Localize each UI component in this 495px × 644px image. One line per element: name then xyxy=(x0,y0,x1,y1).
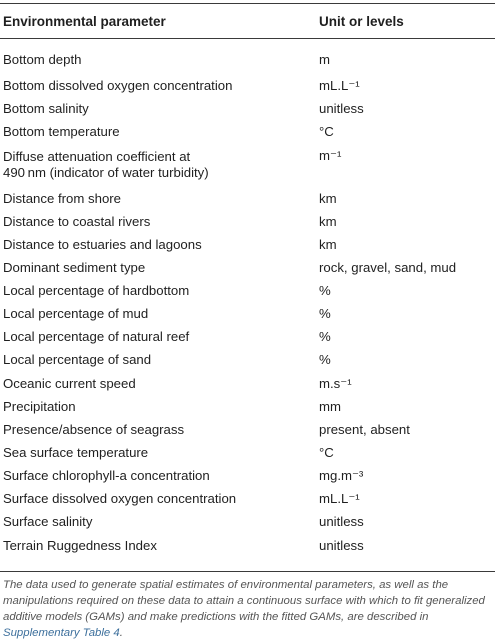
parameter-cell: Sea surface temperature xyxy=(3,444,149,460)
parameter-cell: Distance to estuaries and lagoons xyxy=(3,237,202,253)
unit-cell: °C xyxy=(319,123,334,139)
unit-cell: km xyxy=(319,213,337,229)
parameter-cell: Bottom dissolved oxygen concentration xyxy=(3,77,233,93)
parameter-cell: Bottom depth xyxy=(3,51,82,67)
table-row xyxy=(0,257,495,280)
table-row xyxy=(0,233,495,256)
parameter-line-2: 490 nm (indicator of water turbidity) xyxy=(3,165,209,181)
unit-cell: mL.L⁻¹ xyxy=(319,77,360,93)
table-row xyxy=(0,534,495,558)
table-row xyxy=(0,464,495,487)
parameter-cell: Local percentage of sand xyxy=(3,352,152,368)
table-row xyxy=(0,326,495,349)
parameter-cell: Surface chlorophyll-a concentration xyxy=(3,467,210,483)
table-row xyxy=(0,210,495,233)
unit-cell: % xyxy=(319,329,331,345)
table-row xyxy=(0,349,495,372)
unit-cell: °C xyxy=(319,444,334,460)
unit-cell: m⁻¹ xyxy=(319,148,342,164)
parameter-cell: Precipitation xyxy=(3,398,76,414)
unit-cell: unitless xyxy=(319,514,364,530)
table-row xyxy=(0,372,495,395)
parameter-cell: Terrain Ruggedness Index xyxy=(3,537,157,553)
parameter-cell: Surface dissolved oxygen concentration xyxy=(3,491,237,507)
table-row xyxy=(0,303,495,326)
unit-cell: rock, gravel, sand, mud xyxy=(319,260,457,276)
unit-cell: % xyxy=(319,352,331,368)
parameter-line-1: Diffuse attenuation coefficient at xyxy=(3,149,191,165)
parameter-cell: Local percentage of hardbottom xyxy=(3,283,190,299)
parameter-cell: Bottom temperature xyxy=(3,123,120,139)
parameter-cell: Surface salinity xyxy=(3,514,93,530)
table-row xyxy=(0,418,495,441)
table-row xyxy=(0,441,495,464)
table-row xyxy=(0,74,495,97)
table-row xyxy=(0,143,495,187)
parameter-cell: Distance to coastal rivers xyxy=(3,213,151,229)
table-footnote xyxy=(3,577,491,641)
unit-cell: mg.m⁻³ xyxy=(319,467,364,483)
table-row xyxy=(0,39,495,75)
unit-cell: unitless xyxy=(319,537,364,553)
supplementary-table-link[interactable]: Supplementary Table 4 xyxy=(3,627,120,639)
table-row xyxy=(0,97,495,120)
parameter-cell: Distance from shore xyxy=(3,190,121,206)
unit-cell: m.s⁻¹ xyxy=(319,375,352,391)
footnote-text: The data used to generate spatial estimates of environmental parameters, as well as the manipulations required on these data to attain a continuous surface with which to fit generalized additive models (GAMs) and make predictions with the fitted GAMs, are described in xyxy=(3,579,485,623)
unit-cell: % xyxy=(319,283,331,299)
table-row xyxy=(0,395,495,418)
unit-cell: m xyxy=(319,51,330,67)
unit-cell: mm xyxy=(319,398,341,414)
unit-cell: km xyxy=(319,190,337,206)
parameter-cell: Local percentage of natural reef xyxy=(3,329,190,345)
table-row xyxy=(0,187,495,210)
table-row xyxy=(0,511,495,534)
parameter-cell: Bottom salinity xyxy=(3,100,89,116)
unit-cell: unitless xyxy=(319,100,364,116)
parameter-cell xyxy=(0,143,316,187)
table-header xyxy=(0,4,495,39)
environmental-parameters-table xyxy=(0,3,495,558)
table-row xyxy=(0,120,495,143)
table-bottom-rule xyxy=(0,571,495,572)
table-body xyxy=(0,39,495,558)
unit-cell: mL.L⁻¹ xyxy=(319,491,360,507)
parameter-cell: Presence/absence of seagrass xyxy=(3,421,185,437)
column-header-parameter: Environmental parameter xyxy=(0,4,316,39)
footnote-period: . xyxy=(119,627,123,639)
unit-cell: % xyxy=(319,306,331,322)
parameter-cell: Oceanic current speed xyxy=(3,375,136,391)
column-header-unit: Unit or levels xyxy=(316,4,495,39)
unit-cell: present, absent xyxy=(319,421,410,437)
parameter-cell: Local percentage of mud xyxy=(3,306,149,322)
unit-cell: km xyxy=(319,237,337,253)
table-row xyxy=(0,280,495,303)
parameter-cell: Dominant sediment type xyxy=(3,260,146,276)
table-row xyxy=(0,488,495,511)
table-header-row xyxy=(0,4,495,39)
